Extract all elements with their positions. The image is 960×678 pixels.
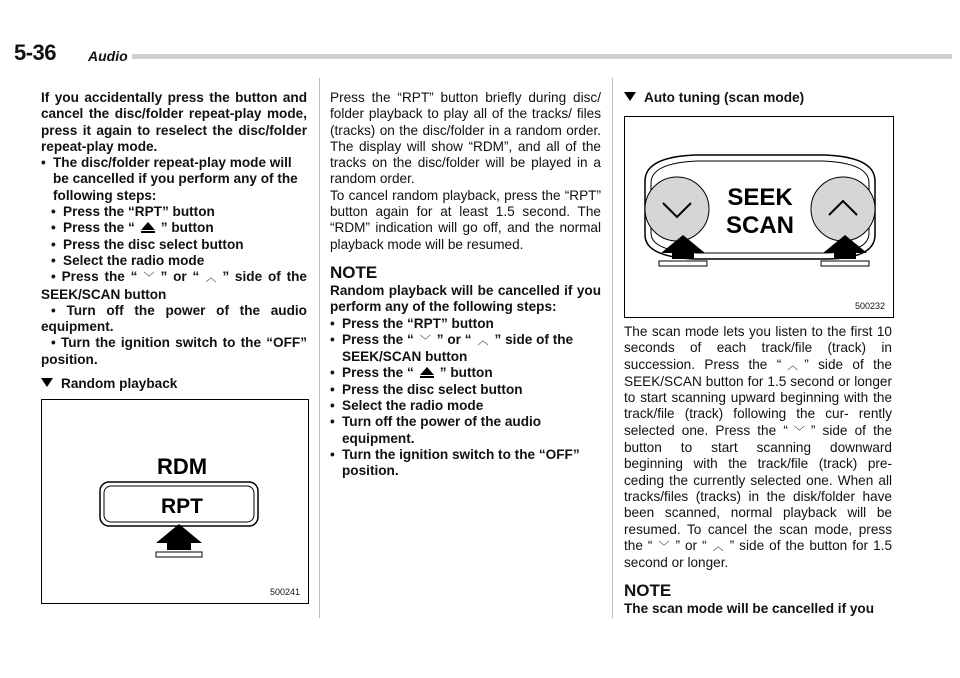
eject-icon — [420, 367, 434, 378]
seek-label: SEEK — [727, 184, 793, 211]
list-item: • The disc/folder repeat-play mode will be cancelled if you perform any of the following steps: — [41, 155, 298, 203]
chevron-down-icon: ﹀ — [143, 272, 155, 285]
list-item: • Press the “ ” button — [330, 365, 493, 381]
scan-paragraph: The scan mode lets you listen to the first 10 seconds of each track/file (track) in succession. Press the “ ︿ ” side of the SEEK/SCAN button for 1.5 second or longer to start scanning upward beginning with the track/file (track) following the cur- rently selected one. Press the “ ﹀ ” side of the button to start scanning downward beginning with the track/file (track) pre- ceding the currently selected one. When all tracks/files (tracks) in the disk/folder have been scanned, normal playback will be resumed. To cancel the scan mode, press the “ ﹀ ” or “ ︿ ” side of the button for 1.5 second or longer. — [624, 324, 893, 571]
rpt-button-figure — [41, 399, 309, 604]
list-item: • Press the “RPT” button — [51, 204, 215, 220]
figure-id: 500232 — [854, 301, 885, 311]
section-heading: Auto tuning (scan mode) — [624, 90, 892, 106]
column-divider — [612, 78, 613, 618]
section-title: Audio — [88, 48, 128, 64]
rpt-illustration — [42, 400, 308, 603]
note-text: The scan mode will be cancelled if you — [624, 601, 875, 617]
scan-label: SCAN — [725, 212, 795, 239]
steps-list — [41, 204, 307, 269]
rpt-button-label: RPT — [161, 495, 203, 518]
figure-id: 500241 — [269, 587, 300, 597]
rdm-display-label: RDM — [156, 454, 208, 479]
triangle-bullet-icon — [41, 378, 53, 387]
note-intro: Random playback will be cancelled if you perform any of the following steps: — [330, 282, 601, 315]
header-rule — [132, 54, 952, 59]
column-3-text — [624, 324, 892, 618]
random-paragraph-2: To cancel random playback, press the “RPT” button again for at least 1.5 second. The “RDM” indication will go off, and the normal playback mode will be resumed. — [330, 187, 601, 252]
chevron-up-icon: ︿ — [205, 272, 217, 285]
intro-paragraph: If you accidentally press the button and cancel the disc/folder repeat-play mode, press it again to reselect the disc/folder repeat-play mode. — [41, 90, 307, 154]
list-item: • Turn off the power of the audio equipment. — [41, 302, 307, 335]
column-2 — [330, 90, 601, 480]
seek-scan-illustration — [625, 117, 893, 317]
random-paragraph-1: Press the “RPT” button briefly during disc/ folder playback to play all of the tracks/ files (tracks) on the disc/folder in a random order. The display will show “RDM”, and all of the tracks on the disc/folder will be played in a random order. — [330, 90, 601, 187]
list-item: • Select the radio mode — [51, 252, 205, 268]
column-divider — [319, 78, 320, 618]
list-item: • Turn the ignition switch to the “OFF” position. — [330, 446, 580, 479]
list-item: • Press the disc select button — [51, 236, 244, 252]
list-item: • Turn off the power of the audio equipment. — [330, 414, 542, 446]
chevron-up-icon: ︿ — [477, 334, 489, 347]
list-item: • Press the “RPT” button — [330, 315, 494, 331]
triangle-bullet-icon — [624, 92, 636, 101]
list-item: • Press the “ ﹀ ” or “ ︿ ” side of the SEEK/SCAN button — [41, 269, 307, 302]
note-steps — [330, 316, 601, 480]
chevron-down-icon: ﹀ — [658, 540, 670, 553]
chevron-down-icon: ﹀ — [793, 425, 805, 438]
list-item: • Press the “ ” button — [51, 220, 214, 236]
note-title: NOTE — [624, 581, 672, 601]
press-arrow-icon — [156, 524, 202, 557]
column-3 — [624, 90, 892, 106]
list-item: • Select the radio mode — [330, 398, 484, 414]
chevron-up-icon: ︿ — [787, 359, 799, 372]
column-1 — [41, 90, 307, 392]
eject-icon — [141, 222, 155, 233]
chevron-down-icon: ﹀ — [419, 334, 431, 347]
page-header — [0, 0, 960, 70]
chevron-up-icon: ︿ — [712, 540, 724, 553]
page-number: 5-36 — [14, 40, 57, 65]
list-item: • Press the disc select button — [330, 381, 523, 397]
section-heading: Random playback — [41, 376, 307, 392]
seek-scan-figure — [624, 116, 894, 318]
note-title: NOTE — [330, 262, 378, 282]
list-item: • Press the “ ﹀ ” or “ ︿ ” side of the SEEK/SCAN button — [330, 331, 574, 365]
list-item: • Turn the ignition switch to the “OFF” position. — [41, 335, 307, 367]
